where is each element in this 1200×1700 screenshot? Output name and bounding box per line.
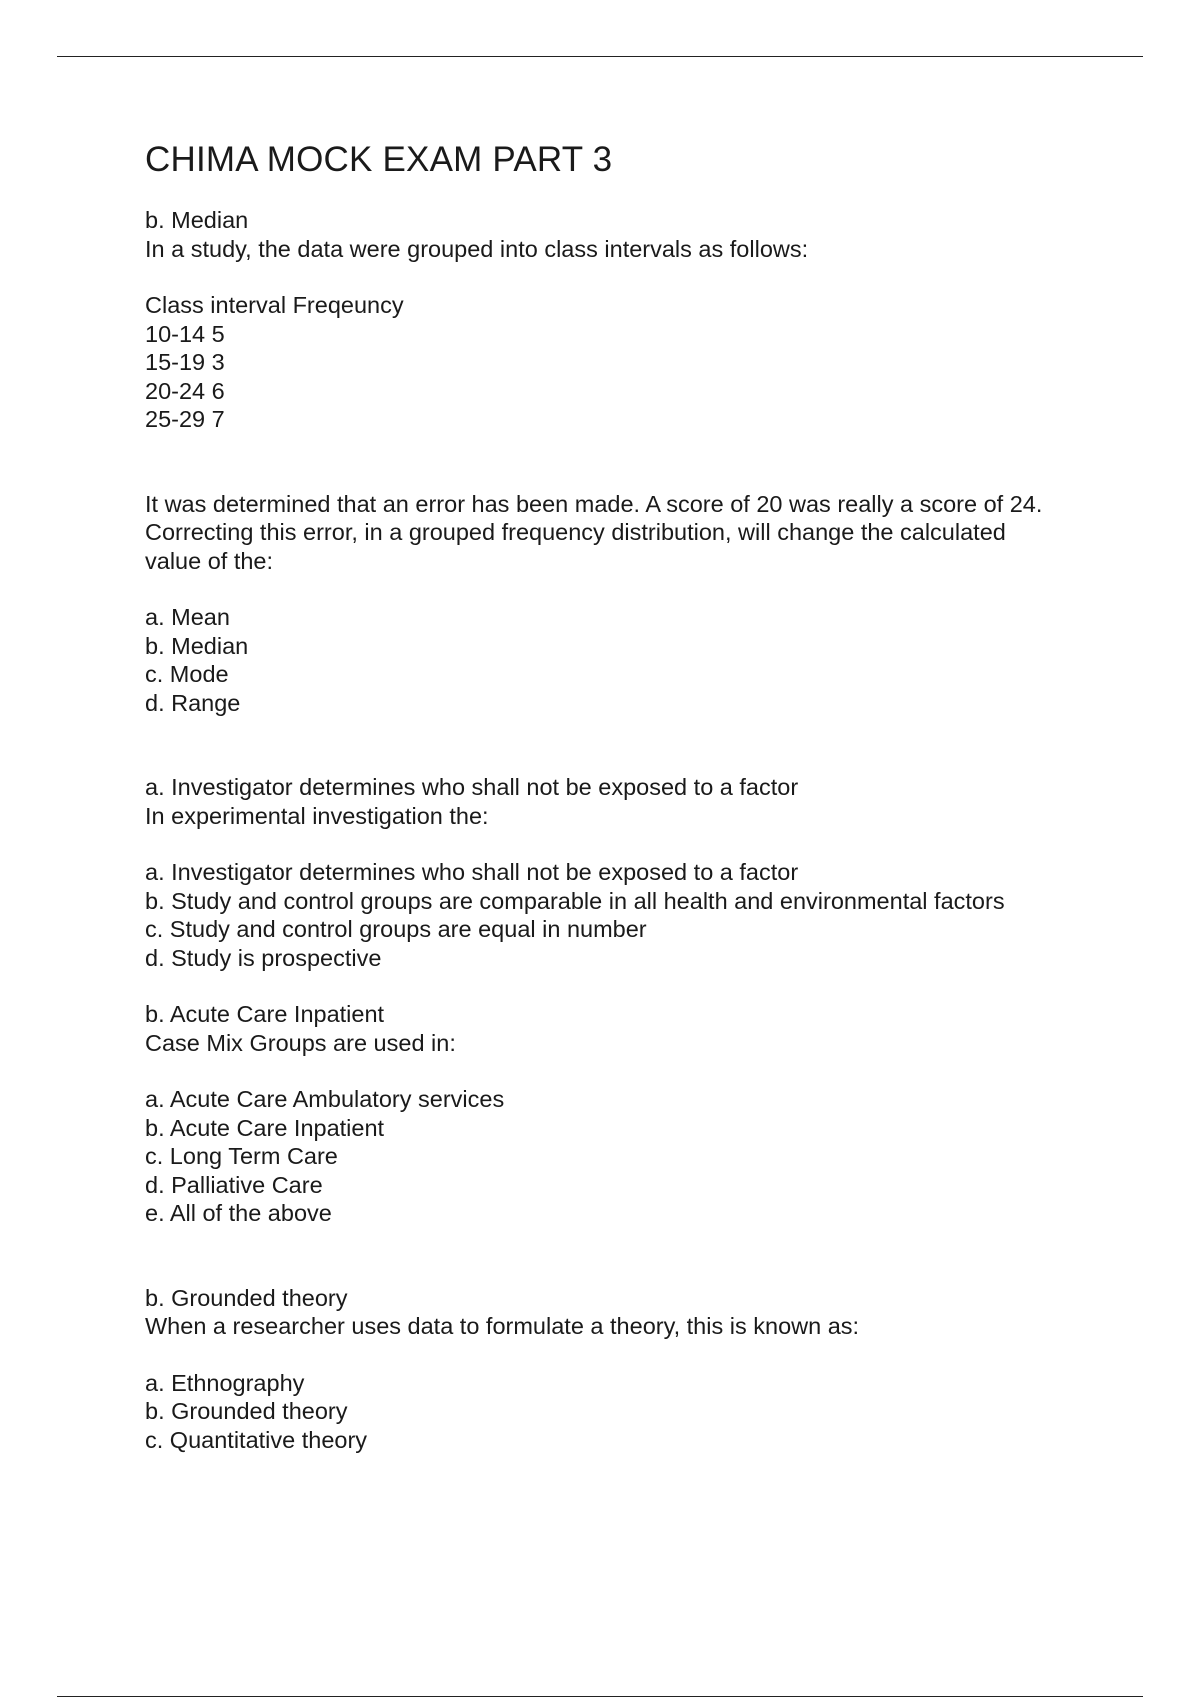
question-block-3	[145, 1000, 1105, 1228]
answer-line: b. Acute Care Inpatient	[145, 1001, 385, 1027]
option-line: c. Study and control groups are equal in number	[145, 916, 647, 942]
option-line: d. Study is prospective	[145, 944, 382, 971]
top-rule	[57, 56, 1143, 57]
question-block-2	[145, 773, 1105, 972]
table-row: 10-14 5	[145, 320, 225, 347]
question-line: In experimental investigation the:	[145, 802, 489, 829]
option-line: b. Grounded theory	[145, 1398, 348, 1424]
option-line: d. Palliative Care	[145, 1171, 323, 1198]
option-line: c. Long Term Care	[145, 1143, 338, 1169]
option-line: e. All of the above	[145, 1200, 332, 1226]
table-row: 20-24 6	[145, 377, 225, 404]
option-line: b. Acute Care Inpatient	[145, 1114, 385, 1141]
option-line: a. Ethnography	[145, 1369, 305, 1396]
option-line: c. Quantitative theory	[145, 1426, 368, 1453]
answer-line: b. Median	[145, 207, 249, 233]
option-line: b. Median	[145, 632, 249, 659]
option-line: b. Study and control groups are comparable in all health and environmental factors	[145, 887, 1005, 914]
question-line: In a study, the data were grouped into class intervals as follows:	[145, 235, 809, 262]
page-title: CHIMA MOCK EXAM PART 3	[145, 140, 613, 179]
option-line: a. Mean	[145, 604, 230, 630]
option-line: c. Mode	[145, 661, 229, 687]
question-block-4	[145, 1284, 1105, 1455]
option-line: a. Acute Care Ambulatory services	[145, 1086, 505, 1112]
option-line: d. Range	[145, 689, 241, 716]
answer-line: a. Investigator determines who shall not be exposed to a factor	[145, 774, 799, 800]
question-line: When a researcher uses data to formulate a theory, this is known as:	[145, 1313, 860, 1339]
question-block-1	[145, 206, 1105, 717]
table-row: 25-29 7	[145, 406, 225, 432]
answer-line: b. Grounded theory	[145, 1284, 348, 1311]
document-body	[145, 140, 1105, 1454]
table-header: Class interval Freqeuncy	[145, 292, 404, 318]
question-followup-line: Correcting this error, in a grouped frequency distribution, will change the calculated	[145, 519, 1006, 545]
option-line: a. Investigator determines who shall not be exposed to a factor	[145, 859, 799, 885]
bottom-rule	[57, 1696, 1143, 1697]
question-line: Case Mix Groups are used in:	[145, 1029, 456, 1056]
table-row: 15-19 3	[145, 349, 225, 375]
question-followup-line: It was determined that an error has been made. A score of 20 was really a score of 24.	[145, 490, 1043, 517]
question-followup-line: value of the:	[145, 547, 274, 574]
